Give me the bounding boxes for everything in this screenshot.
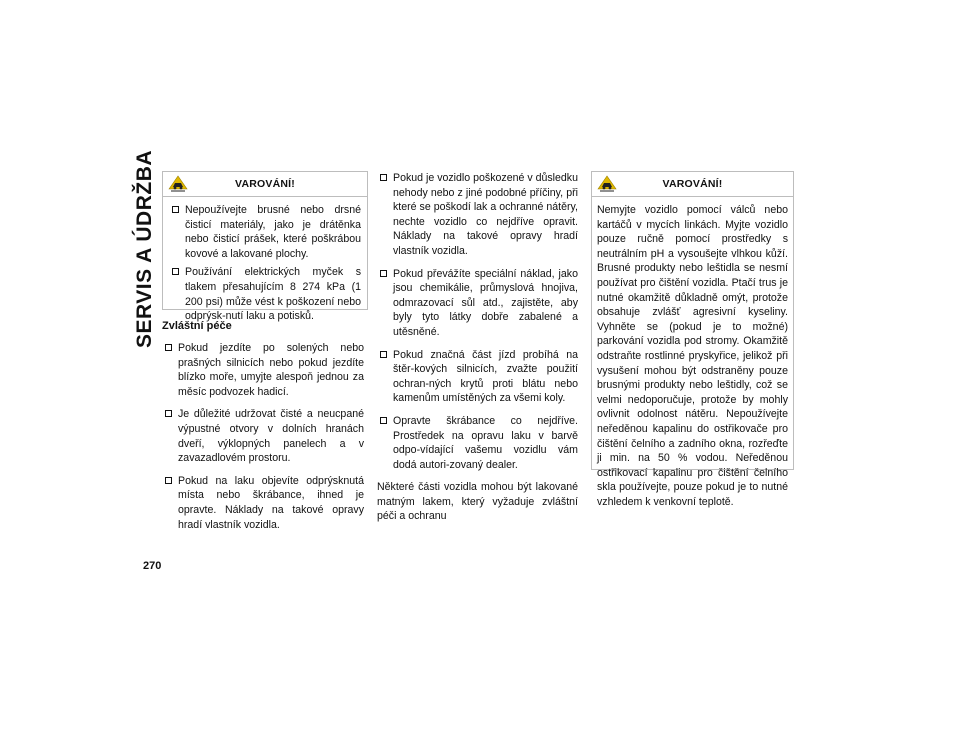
bullet-square-icon	[165, 410, 172, 417]
list-item: Pokud převážíte speciální náklad, jako jsou chemikálie, průmyslová hnojiva, odmrazovací sůl atd., zajistěte, aby byly tyto látky dobře zabalené a utěsněné.	[377, 267, 578, 340]
page-number: 270	[143, 560, 162, 572]
column-1-section	[162, 320, 364, 540]
bullet-square-icon	[380, 174, 387, 181]
warning-box-2	[591, 171, 794, 508]
list-item: Nepoužívejte brusné nebo drsné čisticí materiály, jako je drátěnka nebo čisticí prášek, které poškrábou kovové a lakované plochy.	[169, 203, 361, 261]
list-item: Pokud jezdíte po solených nebo prašných silnicích nebo pokud jezdíte blízko moře, umyjte alespoň jednou za měsíc podvozek hadicí.	[162, 341, 364, 399]
warning-header-1	[163, 172, 367, 197]
warning-title-2: VAROVÁNÍ!	[662, 178, 723, 190]
matte-paint-paragraph: Některé části vozidla mohou být lakované matným lakem, který vyžaduje zvláštní péči a ochranu	[377, 481, 578, 523]
section-sidebar-title	[133, 149, 157, 349]
list-item: Pokud značná část jízd probíhá na štěr-kových silnicích, zvažte použití ochran-ných krytů proti blátu nebo kamenům umístěných za všemi koly.	[377, 348, 578, 406]
section-sidebar-label: SERVIS A ÚDRŽBA	[133, 149, 156, 349]
bullet-square-icon	[380, 351, 387, 358]
list-item: Používání elektrických myček s tlakem přesahujícím 8 274 kPa (1 200 psi) může vést k poškození nebo odprýsk-nutí laku a potisků.	[169, 265, 361, 323]
column-2	[377, 171, 578, 524]
list-item: Opravte škrábance co nejdříve. Prostředek na opravu laku v barvě odpo-vídající vašemu vozidlu vám dodá autori-zovaný dealer.	[377, 414, 578, 472]
warning-title-1: VAROVÁNÍ!	[235, 178, 295, 190]
section-title-special-care: Zvláštní péče	[162, 320, 232, 332]
list-item: Je důležité udržovat čisté a neucpané výpustné otvory v dolních hranách dveří, výklopných panelech a v zavazadlovém prostoru.	[162, 407, 364, 465]
warning-header-2	[592, 172, 793, 197]
warning-body-1	[163, 197, 367, 324]
bullet-square-icon	[172, 268, 179, 275]
warning-box-1	[162, 171, 368, 323]
list-item: Pokud je vozidlo poškozené v důsledku nehody nebo z jiné podobné příčiny, při které se poškodí lak a ochranné nátěry, nechte vozidlo co nejdříve opravit. Náklady na takové opravy hradí vlastník vozidla.	[377, 171, 578, 259]
list-item: Pokud na laku objevíte odprýsknutá místa nebo škrábance, ihned je opravte. Náklady na takové opravy hradí vlastník vozidla.	[162, 474, 364, 532]
bullet-square-icon	[165, 477, 172, 484]
bullet-square-icon	[380, 270, 387, 277]
warning-body-2: Nemyjte vozidlo pomocí válců nebo kartáčů v mycích linkách. Myjte vozidlo pouze ručně pomocí prostředky s neutrálním pH a vysoušejte vlhkou kůží. Brusné produkty nebo leštidla se nesmí používat pro čištění vozidla. Ptačí trus je nutné okamžitě důkladně omýt, protože obsahuje zvlášť agresivní kyseliny. Vyhněte se (pokud je to možné) parkování vozidla pod stromy. Okamžitě odstraňte rostlinné pryskyřice, jelikož při vysušení mohou být odstraněny pouze brusnými produkty nebo leštidly, což se velmi nedoporučuje, protože by mohly ovlivnit odolnost nátěru. Nepoužívejte neředěnou kapalinu do ostřikovače pro čištění čelního a zadního okna, rozřeďte ji min. na 50 % vodou. Neředěnou ostřikovací kapalinu pro čištění čelního skla používejte, pouze pokud je to nutné vzhledem k venkovní teplotě.	[597, 204, 788, 508]
bullet-square-icon	[172, 206, 179, 213]
bullet-square-icon	[380, 417, 387, 424]
bullet-square-icon	[165, 344, 172, 351]
